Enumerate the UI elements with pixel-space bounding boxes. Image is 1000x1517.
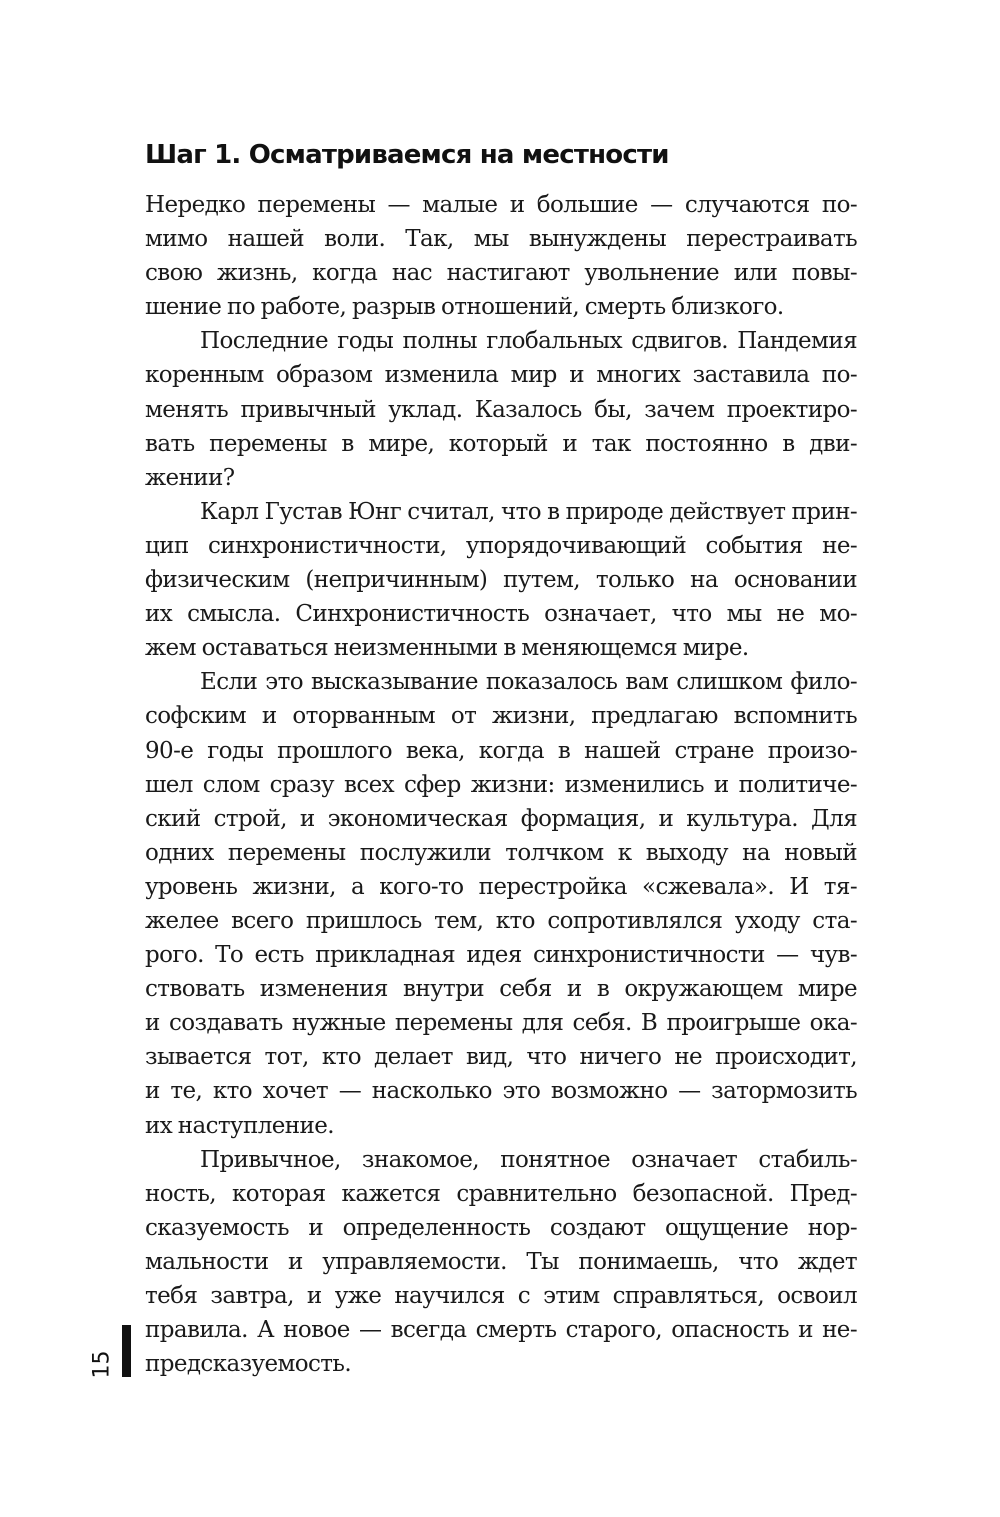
text-line: рого. То есть прикладная идея синхронистичности — чув- (145, 942, 857, 969)
text-line: коренным образом изменила мир и многих заставила по- (145, 362, 857, 389)
text-line: ность, которая кажется сравнительно безопасной. Пред- (145, 1180, 857, 1207)
text-line: жем оставаться неизменными в меняющемся мире. (145, 635, 749, 662)
page-number: 15 (89, 1350, 115, 1379)
text-line: менять привычный уклад. Казалось бы, зачем проектиро- (145, 396, 857, 423)
text-line: мальности и управляемости. Ты понимаешь, что ждет (145, 1248, 857, 1275)
text-line: 90-е годы прошлого века, когда в нашей стране произо- (145, 737, 857, 764)
text-line: зывается тот, кто делает вид, что ничего не происходит, (145, 1044, 857, 1071)
text-line: предсказуемость. (145, 1351, 352, 1378)
text-line: Если это высказывание показалось вам слишком фило- (200, 669, 857, 696)
text-line: шел слом сразу всех сфер жизни: изменились и политиче- (145, 771, 857, 798)
body-text (145, 188, 857, 1381)
text-line: их наступление. (145, 1112, 334, 1139)
text-line: свою жизнь, когда нас настигают увольнение или повы- (145, 260, 857, 287)
text-line: Карл Густав Юнг считал, что в природе действует прин- (200, 498, 857, 525)
text-line: шение по работе, разрыв отношений, смерть близкого. (145, 294, 784, 321)
text-line: и создавать нужные перемены для себя. В проигрыше ока- (145, 1010, 857, 1037)
text-line: Нередко перемены — малые и большие — случаются по- (145, 192, 857, 218)
text-line: их смысла. Синхронистичность означает, что мы не мо- (145, 601, 857, 628)
text-line: и те, кто хочет — насколько это возможно — затормозить (145, 1078, 857, 1105)
text-line: жении? (145, 464, 235, 491)
text-line: мимо нашей воли. Так, мы вынуждены перестраивать (145, 226, 857, 253)
text-line: софским и оторванным от жизни, предлагаю вспомнить (145, 703, 857, 730)
text-line: тебя завтра, и уже научился с этим справляться, освоил (145, 1283, 857, 1309)
text-line: сказуемость и определенность создают ощущение нор- (145, 1214, 857, 1241)
text-line: физическим (непричинным) путем, только на основании (145, 567, 857, 594)
page-number-bar (122, 1325, 131, 1377)
section-heading: Шаг 1. Осматриваемся на местности (145, 140, 669, 170)
text-line: ствовать изменения внутри себя и в окружающем мире (145, 976, 857, 1003)
text-line: Последние годы полны глобальных сдвигов. Пандемия (200, 328, 857, 355)
text-line: желее всего пришлось тем, кто сопротивлялся уходу ста- (145, 907, 857, 934)
text-line: цип синхронистичности, упорядочивающий события не- (145, 532, 857, 559)
text-line: вать перемены в мире, который и так постоянно в дви- (145, 430, 857, 457)
text-line: правила. А новое — всегда смерть старого, опасность и не- (145, 1317, 857, 1344)
text-line: одних перемены послужили толчком к выходу на новый (145, 839, 857, 866)
text-line: Привычное, знакомое, понятное означает стабиль- (200, 1146, 857, 1173)
text-line: ский строй, и экономическая формация, и культура. Для (145, 805, 857, 832)
text-line: уровень жизни, а кого-то перестройка «сжевала». И тя- (145, 873, 857, 900)
